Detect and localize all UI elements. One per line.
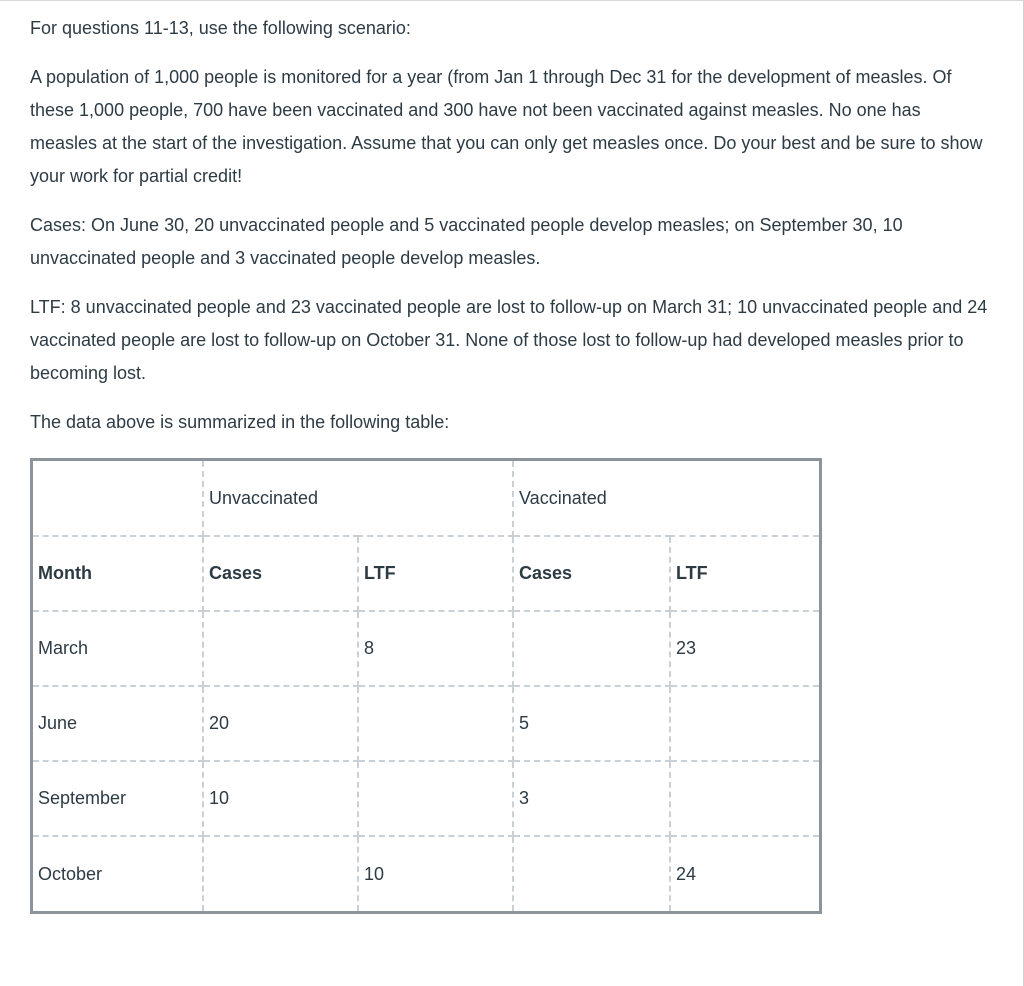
table-row-june	[33, 686, 819, 761]
group-header-vaccinated: Vaccinated	[513, 461, 819, 536]
group-header-unvaccinated: Unvaccinated	[203, 461, 513, 536]
month-cell: October	[33, 836, 203, 911]
month-cell: March	[33, 611, 203, 686]
vacc-cases-cell: 3	[513, 761, 670, 836]
vacc-cases-cell: 5	[513, 686, 670, 761]
unvacc-ltf-cell: 8	[358, 611, 513, 686]
table-row-march	[33, 611, 819, 686]
table-row-october	[33, 836, 819, 911]
summary-table-wrapper	[30, 458, 822, 914]
intro-text: For questions 11-13, use the following scenario:	[30, 18, 411, 38]
scenario-text: A population of 1,000 people is monitored for a year (from Jan 1 through Dec 31 for the development of measles. Of these 1,000 people, 700 have been vaccinated and 300 have not been vaccinated against measles. No one has measles at the start of the investigation. Assume that you can only get measles once. Do your best and be sure to show your work for partial credit!	[30, 67, 983, 186]
vacc-cases-cell	[513, 836, 670, 911]
cases-text: Cases: On June 30, 20 unvaccinated people and 5 vaccinated people develop measles; on September 30, 10 unvaccinated people and 3 vaccinated people develop measles.	[30, 215, 903, 268]
unvacc-ltf-cell	[358, 686, 513, 761]
header-vacc-cases: Cases	[513, 536, 670, 611]
table-caption: The data above is summarized in the following table:	[30, 412, 450, 432]
unvacc-cases-cell	[203, 836, 358, 911]
vacc-ltf-cell	[670, 686, 819, 761]
unvacc-ltf-cell: 10	[358, 836, 513, 911]
group-header-row	[33, 461, 819, 536]
empty-corner-cell	[33, 461, 203, 536]
unvacc-cases-cell	[203, 611, 358, 686]
unvacc-cases-cell: 20	[203, 686, 358, 761]
summary-table	[33, 461, 819, 911]
ltf-text: LTF: 8 unvaccinated people and 23 vaccinated people are lost to follow-up on March 31; 10 unvaccinated people and 24 vaccinated people are lost to follow-up on October 31. None of those lost to follow-up had developed measles prior to becoming lost.	[30, 297, 988, 383]
vacc-cases-cell	[513, 611, 670, 686]
column-header-row	[33, 536, 819, 611]
header-month: Month	[33, 536, 203, 611]
unvacc-ltf-cell	[358, 761, 513, 836]
month-cell: September	[33, 761, 203, 836]
unvacc-cases-cell: 10	[203, 761, 358, 836]
month-cell: June	[33, 686, 203, 761]
header-vacc-ltf: LTF	[670, 536, 819, 611]
table-row-september	[33, 761, 819, 836]
vacc-ltf-cell: 23	[670, 611, 819, 686]
header-unvacc-cases: Cases	[203, 536, 358, 611]
vacc-ltf-cell	[670, 761, 819, 836]
vacc-ltf-cell: 24	[670, 836, 819, 911]
header-unvacc-ltf: LTF	[358, 536, 513, 611]
